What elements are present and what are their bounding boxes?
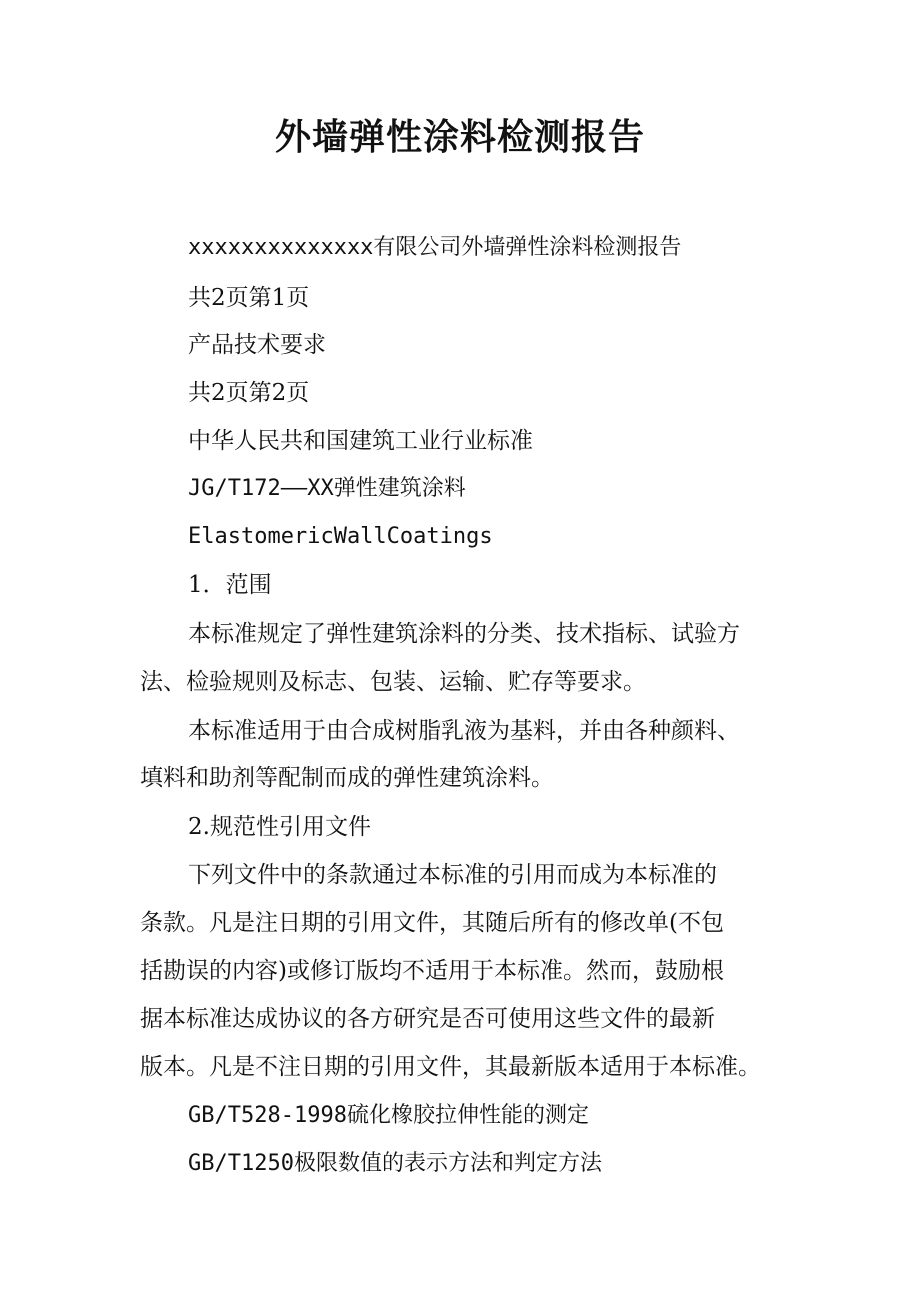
section-2-heading: 2.规范性引用文件 [188, 814, 371, 840]
scope-paragraph-1-line-1: 本标准规定了弹性建筑涂料的分类、技术指标、试验方 [188, 621, 740, 647]
standard-code-line: JG/T172——XX弹性建筑涂料 [188, 476, 466, 501]
document-title: 外墙弹性涂料检测报告 [274, 116, 645, 158]
product-requirements-heading: 产品技术要求 [188, 332, 326, 358]
references-paragraph-line-1: 下列文件中的条款通过本标准的引用而成为本标准的 [188, 862, 717, 888]
reference-item-2: GB/T1250极限数值的表示方法和判定方法 [188, 1151, 602, 1176]
scope-paragraph-2-line-2: 填料和助剂等配制而成的弹性建筑涂料。 [140, 765, 554, 791]
national-standard-line: 中华人民共和国建筑工业行业标准 [188, 428, 533, 454]
scope-paragraph-1-line-2: 法、检验规则及标志、包装、运输、贮存等要求。 [140, 669, 646, 695]
references-paragraph-line-3: 括勘误的内容)或修订版均不适用于本标准。然而，鼓励根 [140, 958, 724, 984]
references-paragraph-line-5: 版本。凡是不注日期的引用文件，其最新版本适用于本标准。 [140, 1054, 761, 1080]
scope-paragraph-2-line-1: 本标准适用于由合成树脂乳液为基料，并由各种颜料、 [188, 718, 740, 744]
company-report-line: xxxxxxxxxxxxxx有限公司外墙弹性涂料检测报告 [188, 235, 682, 260]
page-count-line-2: 共2页第2页 [188, 380, 310, 406]
references-paragraph-line-4: 据本标准达成协议的各方研究是否可使用这些文件的最新 [140, 1006, 715, 1032]
page-count-line-1: 共2页第1页 [188, 285, 310, 311]
section-1-heading: 1．范围 [188, 572, 272, 598]
english-title-line: ElastomericWallCoatings [188, 524, 493, 549]
references-paragraph-line-2: 条款。凡是注日期的引用文件，其随后所有的修改单(不包 [140, 910, 724, 936]
reference-item-1: GB/T528-1998硫化橡胶拉伸性能的测定 [188, 1103, 589, 1128]
